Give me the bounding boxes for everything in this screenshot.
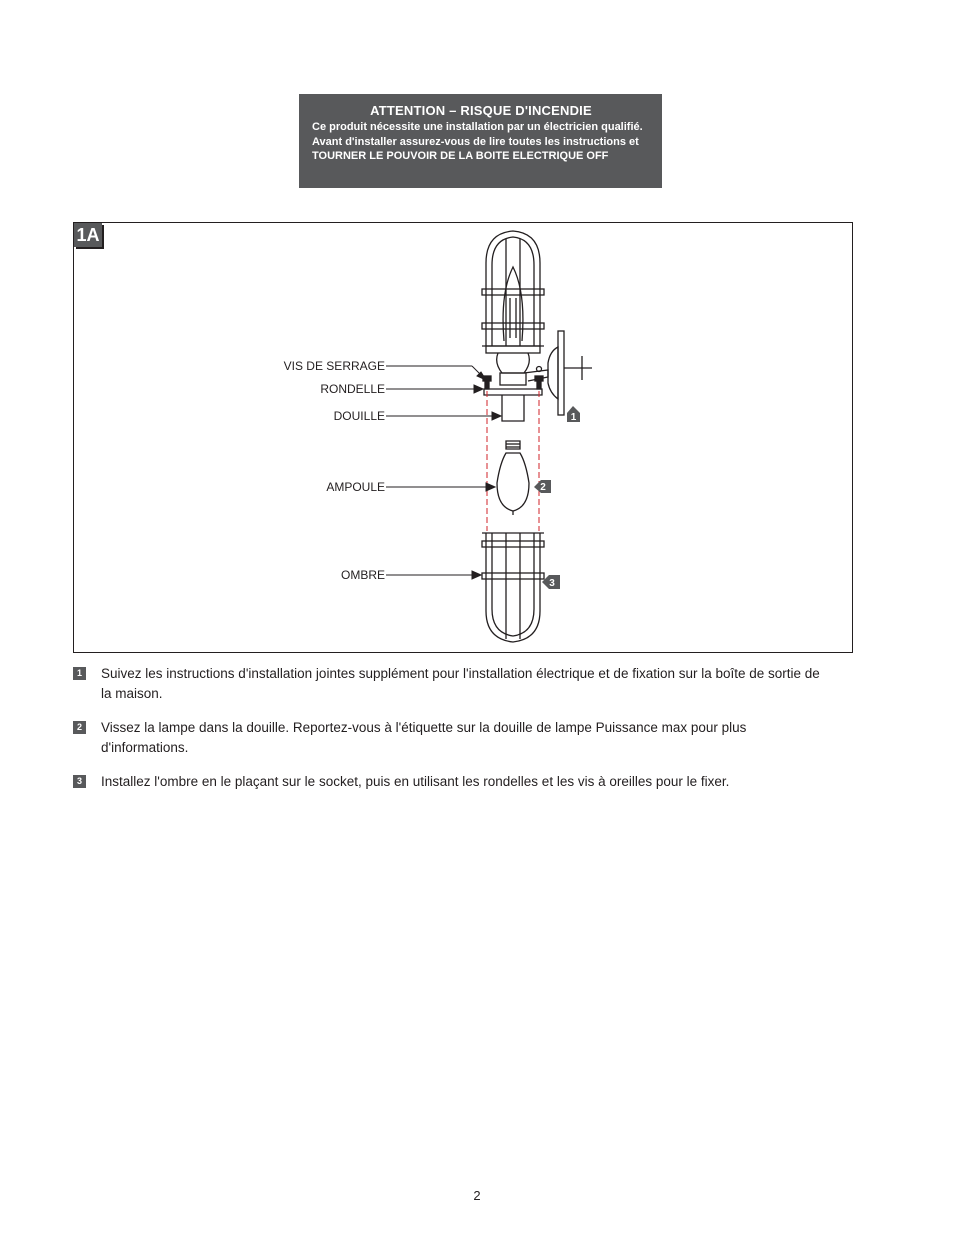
bulb xyxy=(497,441,529,515)
label-shade: OMBRE xyxy=(340,568,385,582)
step-number: 3 xyxy=(73,775,86,788)
warning-title: ATTENTION – RISQUE D'INCENDIE xyxy=(370,103,592,118)
svg-text:1: 1 xyxy=(570,412,577,423)
label-washer: RONDELLE xyxy=(320,382,385,396)
svg-text:3: 3 xyxy=(549,578,555,589)
socket xyxy=(502,395,524,421)
fire-warning-box xyxy=(299,94,662,188)
callout-2 xyxy=(534,480,551,493)
label-bulb: AMPOULE xyxy=(326,480,385,494)
step-number: 2 xyxy=(73,721,86,734)
instruction-steps xyxy=(73,664,833,806)
thumb-screws xyxy=(483,376,543,389)
step-number: 1 xyxy=(73,667,86,680)
step-2 xyxy=(73,718,833,758)
label-screw: VIS DE SERRAGE xyxy=(283,359,385,373)
step-text: Vissez la lampe dans la douille. Reportez-vous à l'étiquette sur la douille de lampe Puissance max pour plus d'informations. xyxy=(101,720,747,755)
page-number: 2 xyxy=(473,1188,481,1203)
figure-tag: 1A xyxy=(74,223,102,247)
step-3 xyxy=(73,772,833,792)
warning-body: Ce produit nécessite une installation par un électricien qualifié. Avant d'installer assurez-vous de lire toutes les instructions et TOURNER LE POUVOIR DE LA BOITE ELECTRIQUE OFF xyxy=(312,121,643,162)
callout-1 xyxy=(567,406,580,423)
assembled-shade xyxy=(482,231,544,346)
assembly-diagram xyxy=(74,223,852,652)
figure-1a xyxy=(73,222,853,653)
exploded-shade xyxy=(482,533,544,642)
wall-canopy xyxy=(537,331,593,415)
step-text: Installez l'ombre en le plaçant sur le socket, puis en utilisant les rondelles et les vis à oreilles pour le fixer. xyxy=(101,774,730,789)
step-text: Suivez les instructions d'installation jointes supplément pour l'installation électrique et de fixation sur la boîte de sortie de la maison. xyxy=(101,666,820,701)
alignment-lines xyxy=(487,391,539,531)
step-1 xyxy=(73,664,833,704)
callout-3 xyxy=(542,575,560,589)
label-socket: DOUILLE xyxy=(333,409,385,423)
svg-text:2: 2 xyxy=(540,482,546,493)
